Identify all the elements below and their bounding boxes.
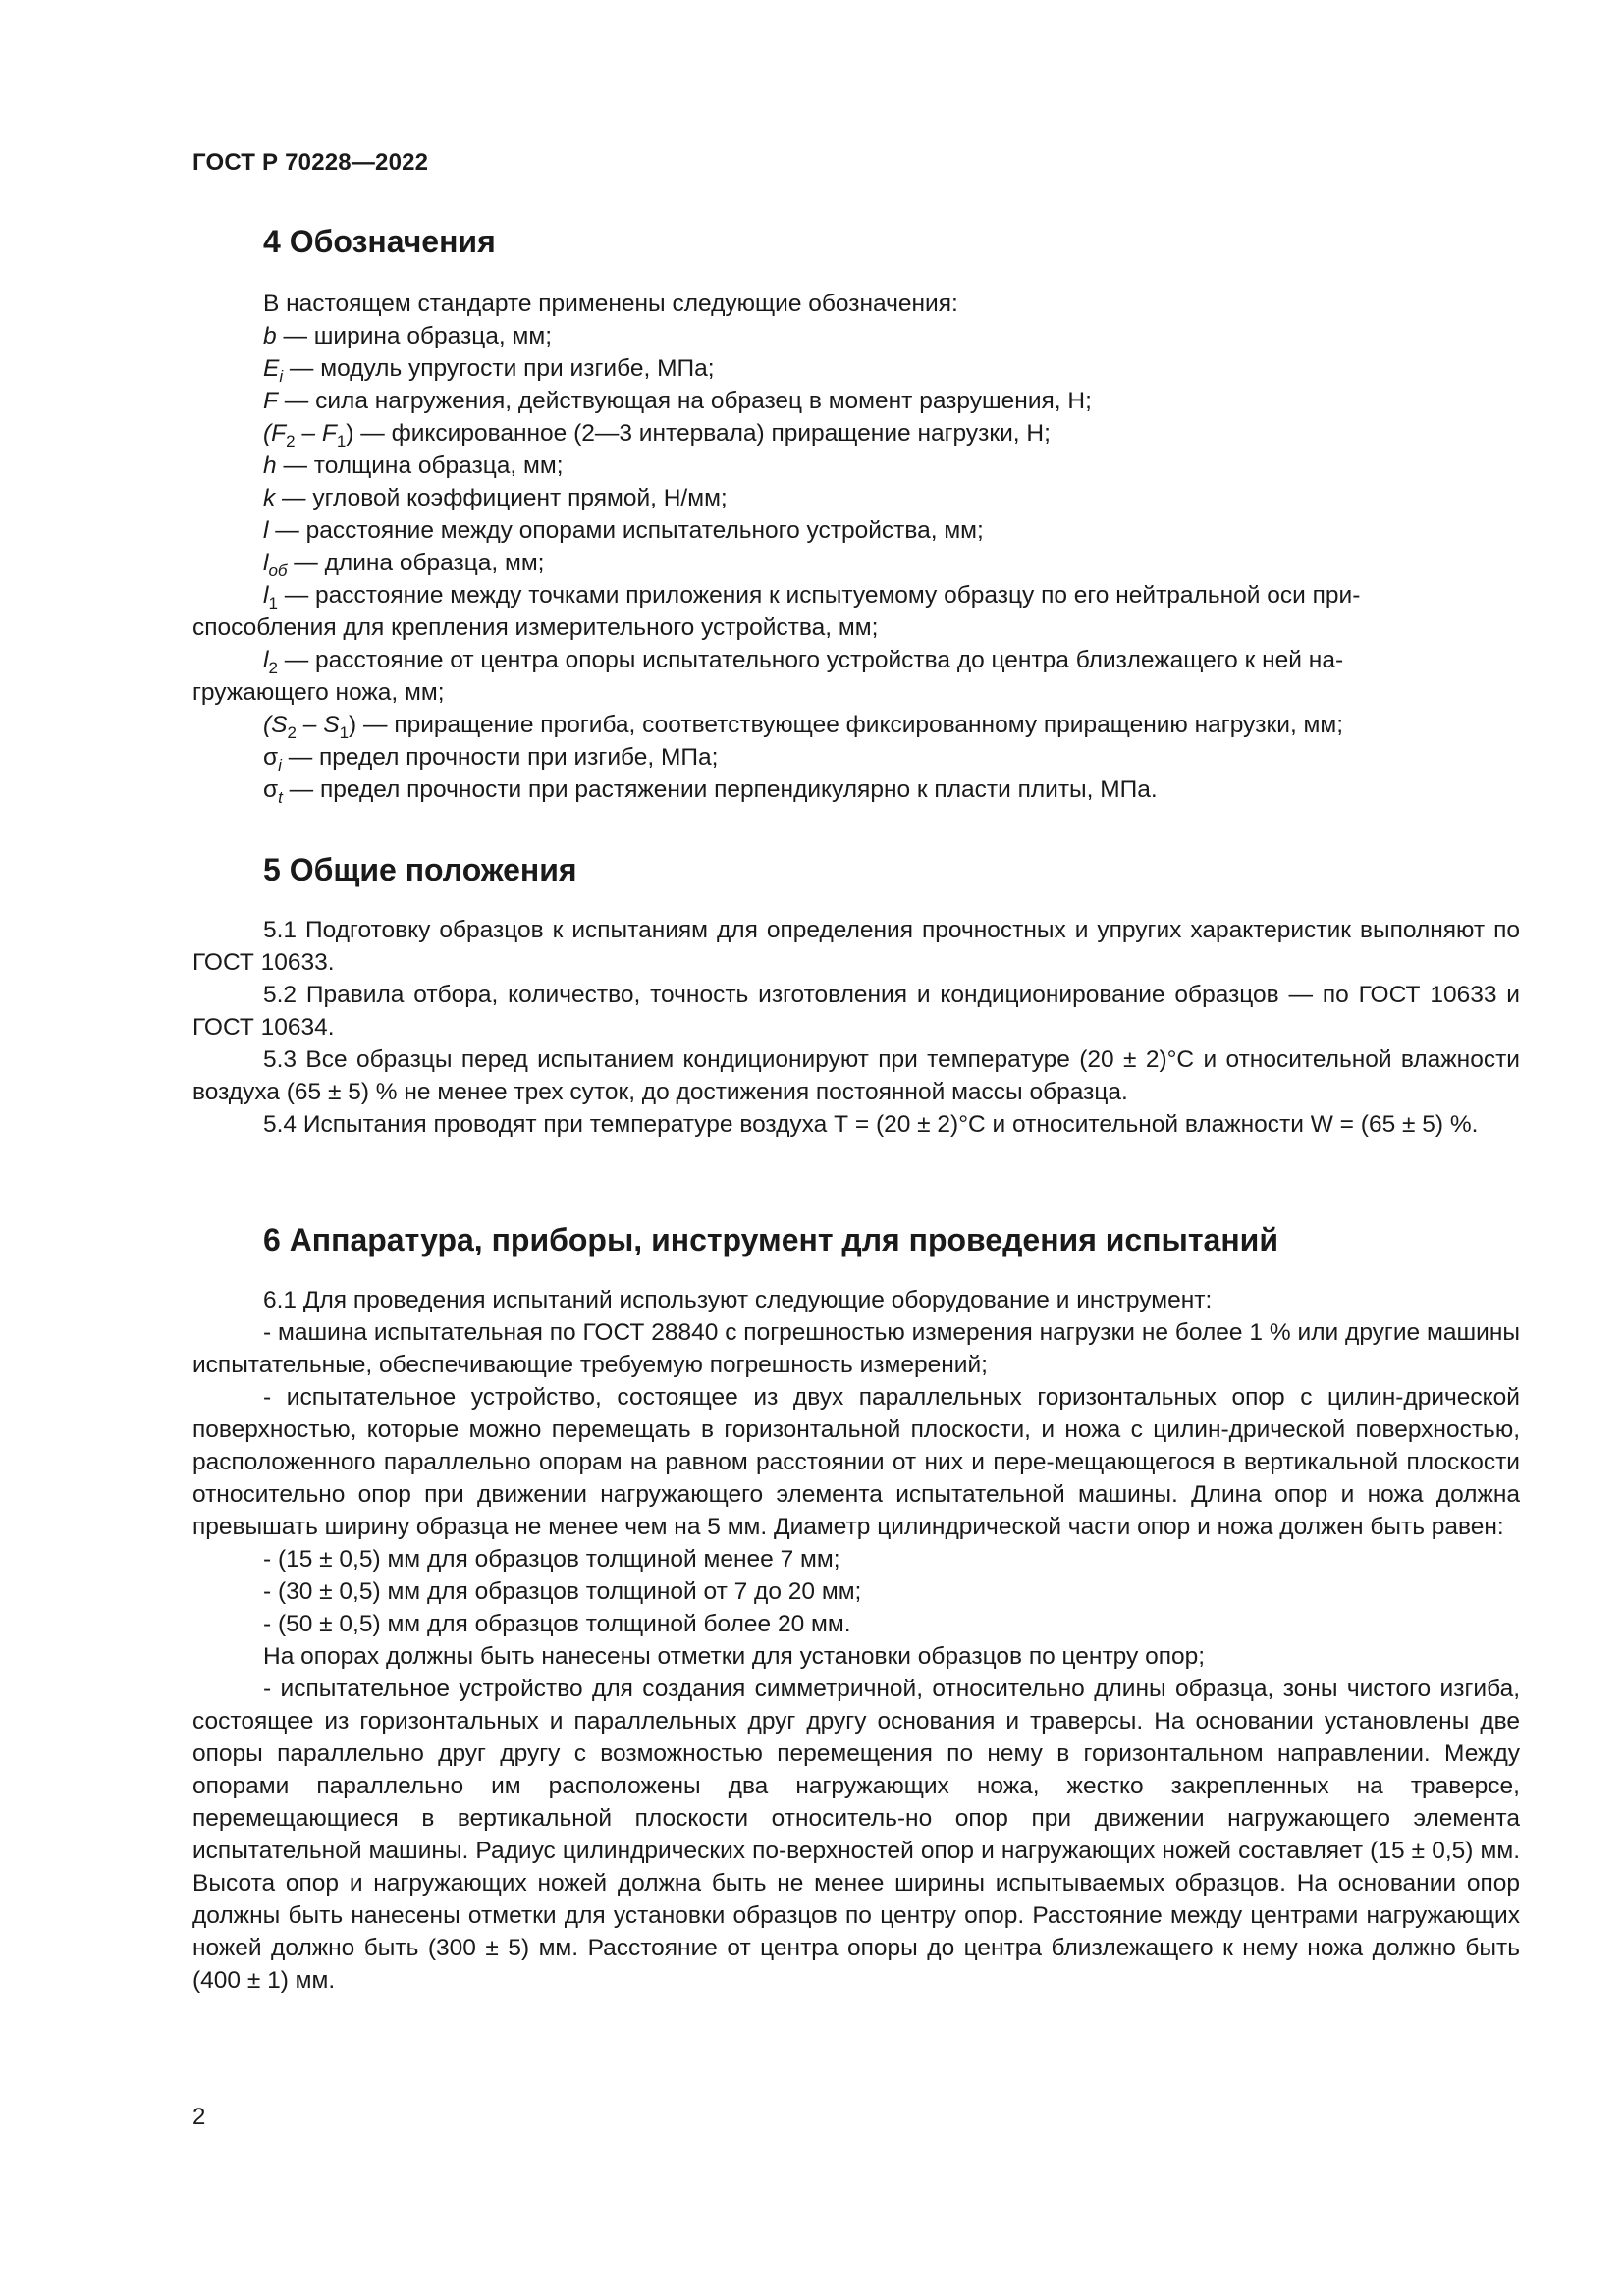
- symbol-item-l2-cont: гружающего ножа, мм;: [192, 679, 445, 706]
- symbol-item: $l_{об}$ — длина образца, мм;: [263, 550, 545, 580]
- symbols-list: [192, 288, 1520, 806]
- paragraph-equipment-device: - испытательное устройство, состоящее из двух параллельных горизонтальных опор с цилин-дрической поверхностью, которые можно перемещать в горизонтальной плоскости, и ножа с цилин-дрической поверхностью, расположенного параллельно опорам на равном расстоянии от них и пере-мещающегося в вертикальной плоскости относительно опор при движении нагружающего элемента испытательной машины. Длина опор и ножа должна превышать ширину образца не менее чем на 5 мм. Диаметр цилиндрической части опор и ножа должен быть равен:: [192, 1384, 1520, 1540]
- section-5-title: 5 Общие положения: [263, 852, 577, 887]
- list-item: - (30 ± 0,5) мм для образцов толщиной от 7 до 20 мм;: [263, 1578, 862, 1605]
- paragraph-6-1: 6.1 Для проведения испытаний используют следующие оборудование и инструмент:: [263, 1287, 1213, 1313]
- symbol-item-sigma-t: $\sigma_t$ — предел прочности при растяжении перпендикулярно к пласти плиты, МПа.: [263, 776, 1158, 807]
- paragraph-equipment-machine: - машина испытательная по ГОСТ 28840 с погрешностью измерения нагрузки не более 1 % или другие машины испытательные, обеспечивающие требуемую погрешность измерений;: [192, 1319, 1520, 1378]
- symbols-intro: В настоящем стандарте применены следующие обозначения:: [263, 291, 958, 317]
- section-6-body: [192, 1284, 1520, 1997]
- list-item: - (15 ± 0,5) мм для образцов толщиной менее 7 мм;: [263, 1546, 840, 1573]
- paragraph-marks: На опорах должны быть нанесены отметки для установки образцов по центру опор;: [263, 1643, 1206, 1670]
- document-header: ГОСТ Р 70228—2022: [192, 149, 429, 176]
- paragraph-5-3: 5.3 Все образцы перед испытанием кондиционируют при температуре (20 ± 2)°С и относительной влажности воздуха (65 ± 5) % не менее трех суток, до достижения постоянной массы образца.: [192, 1046, 1520, 1105]
- paragraph-equipment-pure-bending: - испытательное устройство для создания симметричной, относительно длины образца, зоны чистого изгиба, состоящее из горизонтальных и параллельных друг другу основания и траверсы. На основании установлены две опоры параллельно друг другу с возможностью перемещения по нему в горизонтальном направлении. Между опорами параллельно им расположены два нагружающих ножа, жестко закрепленных на траверсе, перемещающиеся в вертикальной плоскости относитель-но опор при движении нагружающего элемента испытательной машины. Радиус цилиндрических по-верхностей опор и нагружающих ножей составляет (15 ± 0,5) мм. Высота опор и нагружающих ножей должна быть не менее ширины испытываемых образцов. На основании опор должны быть нанесены отметки для установки образцов по центру опор. Расстояние между центрами нагружающих ножей должно быть (300 ± 5) мм. Расстояние от центра опоры до центра близлежащего к нему ножа должно быть (400 ± 1) мм.: [192, 1676, 1520, 1994]
- symbol-item: $E_i$ — модуль упругости при изгибе, МПа;: [263, 355, 715, 386]
- paragraph-5-4: 5.4 Испытания проводят при температуре воздуха Т = (20 ± 2)°С и относительной влажности W = (65 ± 5) %.: [263, 1111, 1479, 1138]
- symbol-item: l — расстояние между опорами испытательного устройства, мм;: [263, 517, 984, 544]
- section-5-body: [192, 914, 1520, 1141]
- symbol-item-sigma-i: $\sigma_i$ — предел прочности при изгибе, МПа;: [263, 744, 719, 774]
- section-4-title: 4 Обозначения: [263, 224, 496, 259]
- symbol-item: $(F_2 - F_1)$ — фиксированное (2—3 интервала) приращение нагрузки, Н;: [263, 420, 1051, 451]
- page-number: 2: [192, 2104, 206, 2130]
- list-item: - (50 ± 0,5) мм для образцов толщиной более 20 мм.: [263, 1611, 851, 1637]
- symbol-item: b — ширина образца, мм;: [263, 323, 553, 349]
- symbol-item: h — толщина образца, мм;: [263, 453, 564, 479]
- symbol-item-l1-cont: способления для крепления измерительного устройства, мм;: [192, 614, 879, 641]
- symbol-item: k — угловой коэффициент прямой, Н/мм;: [263, 485, 728, 511]
- symbol-item-l1: $l_1$ — расстояние между точками приложения к испытуемому образцу по его нейтральной оси при-: [263, 582, 1361, 613]
- paragraph-5-1: 5.1 Подготовку образцов к испытаниям для определения прочностных и упругих характеристик выполняют по ГОСТ 10633.: [192, 917, 1520, 976]
- symbol-item-s: $(S_2 - S_1)$ — приращение прогиба, соответствующее фиксированному приращению нагрузки, мм;: [263, 712, 1344, 742]
- symbol-item: F — сила нагружения, действующая на образец в момент разрушения, Н;: [263, 388, 1092, 414]
- section-6-title: 6 Аппаратура, приборы, инструмент для проведения испытаний: [263, 1222, 1279, 1257]
- symbol-item-l2: $l_2$ — расстояние от центра опоры испытательного устройства до центра близлежащего к ней на-: [263, 647, 1344, 677]
- paragraph-5-2: 5.2 Правила отбора, количество, точность изготовления и кондиционирование образцов — по ГОСТ 10633 и ГОСТ 10634.: [192, 982, 1520, 1041]
